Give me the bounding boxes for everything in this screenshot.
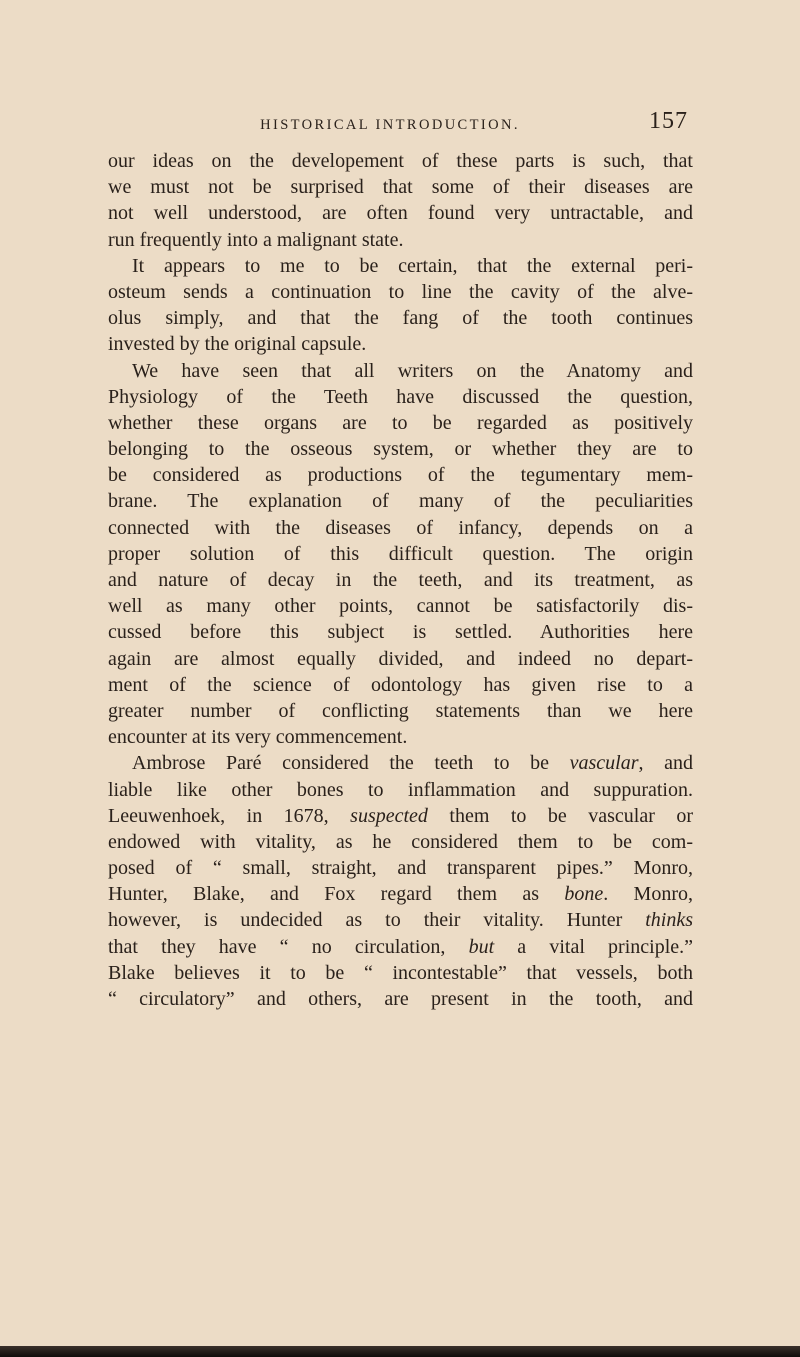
text-segment: We have seen that all writers on the Anatomy and [132,359,693,382]
text-line [108,750,693,776]
text-segment: whether these organs are to be regarded as positively [108,411,693,434]
text-segment: , and [638,752,693,775]
scan-edge-shadow [0,1346,800,1357]
page-number: 157 [649,108,688,134]
text-segment: run frequently into a malignant state. [108,228,404,251]
text-segment: encounter at its very commencement. [108,726,408,749]
text-line [108,358,693,384]
text-segment: well as many other points, cannot be satisfactorily dis- [108,595,693,618]
text-segment: and nature of decay in the teeth, and its treatment, as [108,569,693,591]
text-segment: Leeuwenhoek, in 1678, [108,804,351,827]
text-segment: greater number of conflicting statements than we here [108,699,693,722]
text-line [108,436,693,462]
text-line [108,253,693,279]
text-line [108,331,693,357]
running-head: HISTORICAL INTRODUCTION. [260,117,520,133]
text-line [108,567,693,593]
text-line [108,462,693,488]
text-segment: Hunter, Blake, and Fox regard them as [108,883,565,906]
italic-text: bone [564,883,604,906]
italic-text: thinks [645,909,693,932]
text-segment: we must not be surprised that some of their diseases are [108,176,693,199]
text-line [108,829,693,855]
text-line [108,305,693,331]
text-line [108,384,693,410]
italic-text: suspected [350,804,428,827]
text-line [108,698,693,724]
text-segment: connected with the diseases of infancy, depends on a [108,516,693,539]
text-segment: that they have “ no circulation, [108,935,469,958]
text-line [108,488,693,514]
text-line [108,855,693,881]
text-line [108,672,693,698]
text-segment: posed of “ small, straight, and transparent pipes.” Monro, [108,857,693,880]
text-segment: proper solution of this difficult question. The origin [108,542,693,565]
text-segment: belonging to the osseous system, or whether they are to [108,438,693,461]
text-segment: osteum sends a continuation to line the cavity of the alve- [108,280,693,303]
text-segment: be considered as productions of the tegumentary mem- [108,464,693,487]
text-segment: “ circulatory” and others, are present in the tooth, and [108,988,693,1010]
text-line [108,227,693,253]
text-segment: Blake believes it to be “ incontestable” that vessels, both [108,961,693,984]
text-line [108,515,693,541]
text-line [108,410,693,436]
text-segment: brane. The explanation of many of the peculiarities [108,490,693,513]
text-segment: invested by the original capsule. [108,333,367,356]
text-segment: however, is undecided as to their vitality. Hunter [108,909,646,932]
body-text [108,148,693,1012]
text-line [108,803,693,829]
text-line [108,907,693,933]
text-line [108,960,693,986]
text-segment: . Monro, [603,883,693,906]
text-line [108,279,693,305]
text-line [108,777,693,803]
text-line [108,541,693,567]
text-line [108,646,693,672]
text-segment: cussed before this subject is settled. Authorities here [108,621,693,644]
italic-text: but [468,935,495,958]
text-segment: Ambrose Paré considered the teeth to be [132,752,570,775]
text-segment: ment of the science of odontology has given rise to a [108,673,693,696]
text-segment: liable like other bones to inflammation and suppuration. [108,778,693,801]
text-line [108,881,693,907]
page-header [0,99,800,139]
text-segment: endowed with vitality, as he considered them to be com- [108,830,693,853]
text-segment: It appears to me to be certain, that the external peri- [132,254,693,277]
text-segment: not well understood, are often found very untractable, and [108,202,693,225]
text-line [108,934,693,960]
text-line [108,200,693,226]
text-segment: Physiology of the Teeth have discussed the question, [108,385,693,408]
text-line [108,593,693,619]
text-segment: olus simply, and that the fang of the tooth continues [108,307,693,330]
text-line [108,148,693,174]
text-segment: a vital principle.” [494,935,693,958]
text-line [108,619,693,645]
text-line [108,986,693,1012]
text-line [108,724,693,750]
text-segment: again are almost equally divided, and indeed no depart- [108,647,693,670]
text-segment: our ideas on the developement of these parts is such, that [108,150,693,172]
text-segment: them to be vascular or [427,804,693,827]
text-line [108,174,693,200]
italic-text: vascular [569,752,639,775]
